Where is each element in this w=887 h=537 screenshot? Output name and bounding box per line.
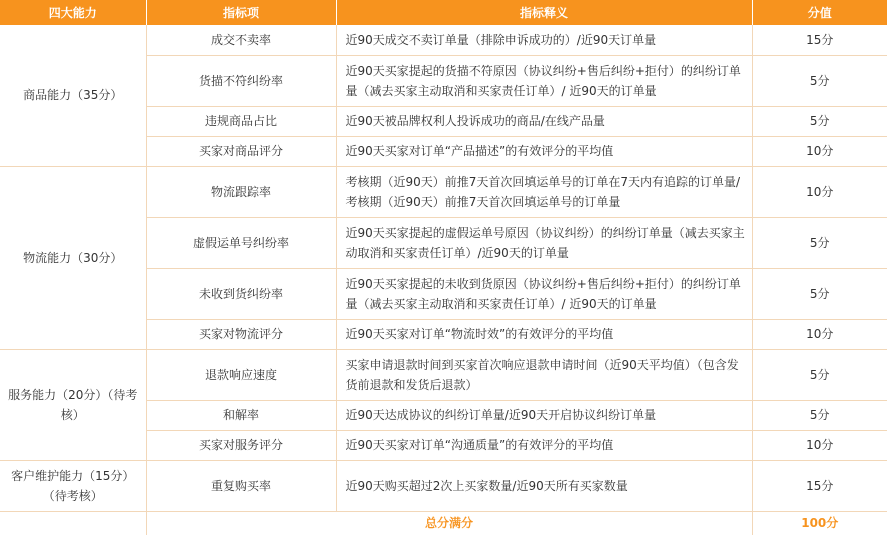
table-row [0, 349, 887, 400]
table-row [0, 166, 887, 217]
definition-cell: 近90天买家对订单“产品描述”的有效评分的平均值 [336, 136, 752, 166]
metric-cell: 虚假运单号纠纷率 [146, 217, 336, 268]
definition-cell: 买家申请退款时间到买家首次响应退款申请时间（近90天平均值）（包含发货前退款和发货后退款） [336, 349, 752, 400]
metric-cell: 买家对服务评分 [146, 430, 336, 460]
score-cell: 5分 [752, 400, 887, 430]
header-score: 分值 [752, 0, 887, 25]
definition-cell: 考核期（近90天）前推7天首次回填运单号的订单在7天内有追踪的订单量/考核期（近90天）前推7天首次回填运单号的订单量 [336, 166, 752, 217]
score-cell: 5分 [752, 268, 887, 319]
definition-cell: 近90天买家提起的未收到货原因（协议纠纷+售后纠纷+拒付）的纠纷订单量（减去买家主动取消和买家责任订单）/ 近90天的订单量 [336, 268, 752, 319]
total-score: 100分 [801, 516, 839, 531]
definition-cell: 近90天被品牌权利人投诉成功的商品/在线产品量 [336, 106, 752, 136]
metric-cell: 成交不卖率 [146, 25, 336, 55]
score-cell: 5分 [752, 217, 887, 268]
table-row [0, 25, 887, 55]
total-row [0, 511, 887, 535]
definition-cell: 近90天购买超过2次上买家数量/近90天所有买家数量 [336, 460, 752, 511]
definition-cell: 近90天买家提起的虚假运单号原因（协议纠纷）的纠纷订单量（减去买家主动取消和买家责任订单）/近90天的订单量 [336, 217, 752, 268]
total-label: 总分满分 [146, 511, 752, 535]
metric-cell: 物流跟踪率 [146, 166, 336, 217]
definition-cell: 近90天达成协议的纠纷订单量/近90天开启协议纠纷订单量 [336, 400, 752, 430]
score-cell: 15分 [752, 25, 887, 55]
header-ability: 四大能力 [0, 0, 146, 25]
score-cell: 5分 [752, 106, 887, 136]
total-empty-cell [0, 511, 146, 535]
definition-cell: 近90天买家提起的货描不符原因（协议纠纷+售后纠纷+拒付）的纠纷订单量（减去买家主动取消和买家责任订单）/ 近90天的订单量 [336, 55, 752, 106]
table-header-row [0, 0, 887, 25]
table-row [0, 460, 887, 511]
score-cell: 5分 [752, 349, 887, 400]
category-logistics: 物流能力（30分） [0, 166, 146, 349]
metric-cell: 买家对商品评分 [146, 136, 336, 166]
category-service: 服务能力（20分）（待考核） [0, 349, 146, 460]
metric-cell: 退款响应速度 [146, 349, 336, 400]
score-cell: 10分 [752, 319, 887, 349]
score-cell: 10分 [752, 430, 887, 460]
score-cell: 10分 [752, 136, 887, 166]
category-customer: 客户维护能力（15分）（待考核） [0, 460, 146, 511]
score-cell: 10分 [752, 166, 887, 217]
score-cell: 15分 [752, 460, 887, 511]
definition-cell: 近90天成交不卖订单量（排除申诉成功的）/近90天订单量 [336, 25, 752, 55]
metric-cell: 货描不符纠纷率 [146, 55, 336, 106]
metric-cell: 违规商品占比 [146, 106, 336, 136]
score-cell: 5分 [752, 55, 887, 106]
header-definition: 指标释义 [336, 0, 752, 25]
metric-cell: 和解率 [146, 400, 336, 430]
metric-cell: 重复购买率 [146, 460, 336, 511]
definition-cell: 近90天买家对订单“物流时效”的有效评分的平均值 [336, 319, 752, 349]
definition-cell: 近90天买家对订单“沟通质量”的有效评分的平均值 [336, 430, 752, 460]
category-product: 商品能力（35分） [0, 25, 146, 166]
metric-cell: 买家对物流评分 [146, 319, 336, 349]
metric-cell: 未收到货纠纷率 [146, 268, 336, 319]
header-metric: 指标项 [146, 0, 336, 25]
